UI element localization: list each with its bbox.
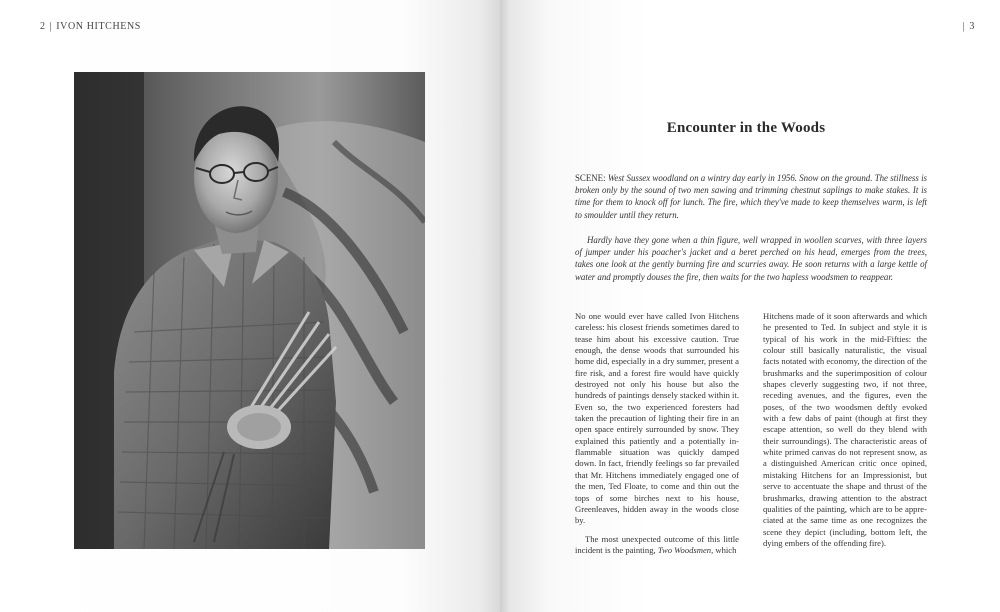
body-column-2 (763, 311, 927, 549)
left-folio-separator: | (49, 21, 53, 32)
right-page-number: 3 (969, 21, 975, 32)
painting-title: Two Woodsmen (657, 544, 712, 555)
body-paragraph-3: Hitchens made of it soon afterwards and which he presented to Ted. In subject and style it is typical of his work in the mid-Fifties: the colour still basically naturalistic, the visual facts notated with economy, the direction of the brushmarks and the superimposition of colour shapes cleverly suggesting two, if not three, receding avenues, and the figures, even the poses, of the two woodsmen deftly evoked with a few dabs of paint (though at first they escape attention, so well do they blend with their surroundings). The characteristic areas of white primed canvas do not represent snow, as a distinguished American critic once opined, mistaking Hitchens for an Impressionist, but serve to accentuate the shape and thrust of the brushmarks, drawing attention to the abstract qualities of the painting, which are to be appreciated at the same time as one recognizes the scene they depict (including, bottom left, the dying embers of the offending fire). (763, 311, 927, 548)
body-paragraph-1: No one would ever have called Ivon Hitchens careless: his closest friends sometimes dared to tease him about his excessive caution. True enough, the dense woods that surrounded his home did, especially in a dry summer, present a fire risk, and a forest fire would have quickly destroyed not only his house but also the hundreds of paintings densely stacked within it. Even so, the two experienced foresters had taken the precaution of lighting their fire in an open space entirely surrounded by snow. They explained this patiently and a potentially inflammable situation was quickly damped down. In fact, friendly feelings so far prevailed that Mr. Hitchens immediately engaged one of the men, Ted Floate, to come and thin out the tops of some birches next to his house, Greenleaves, hidden away in the woods close by. (575, 311, 739, 526)
left-folio (40, 21, 141, 32)
body-paragraph-2-start: The most unexpected outcome of this little incident is the painting, (575, 533, 739, 555)
right-folio-separator: | (962, 21, 966, 32)
right-folio (959, 21, 975, 32)
scene-paragraph-2 (575, 234, 927, 283)
left-page-number: 2 (40, 21, 46, 32)
scene-paragraph (575, 172, 927, 221)
scene-text: West Sussex woodland on a wintry day early in 1956. Snow on the ground. The stillness is broken only by the sound of two men sawing and trimming chestnut saplings to make stakes. It is time for them to knock off for lunch. The fire, which they've made to keep themselves warm, is left to smoulder until they return. (575, 173, 928, 220)
body-paragraph-2 (575, 534, 739, 557)
body-column-1 (575, 311, 739, 556)
running-head: IVON HITCHENS (56, 21, 141, 32)
chapter-title: Encounter in the Woods (666, 120, 826, 136)
artist-photograph (74, 72, 425, 549)
body-paragraph-2-end: , which (711, 544, 737, 555)
scene-text-2: Hardly have they gone when a thin figure, well wrapped in woollen scarves, with three layers of jumper under his poacher's jacket and a beret perched on his head, emerges from the trees, takes one look at the gently burning fire and scurries away. He soon returns with a large kettle of water and promptly douses the fire, then waits for the two hapless woodsmen to reappear. (575, 235, 927, 282)
scene-label: SCENE: (575, 173, 606, 183)
photograph-image (74, 72, 425, 549)
